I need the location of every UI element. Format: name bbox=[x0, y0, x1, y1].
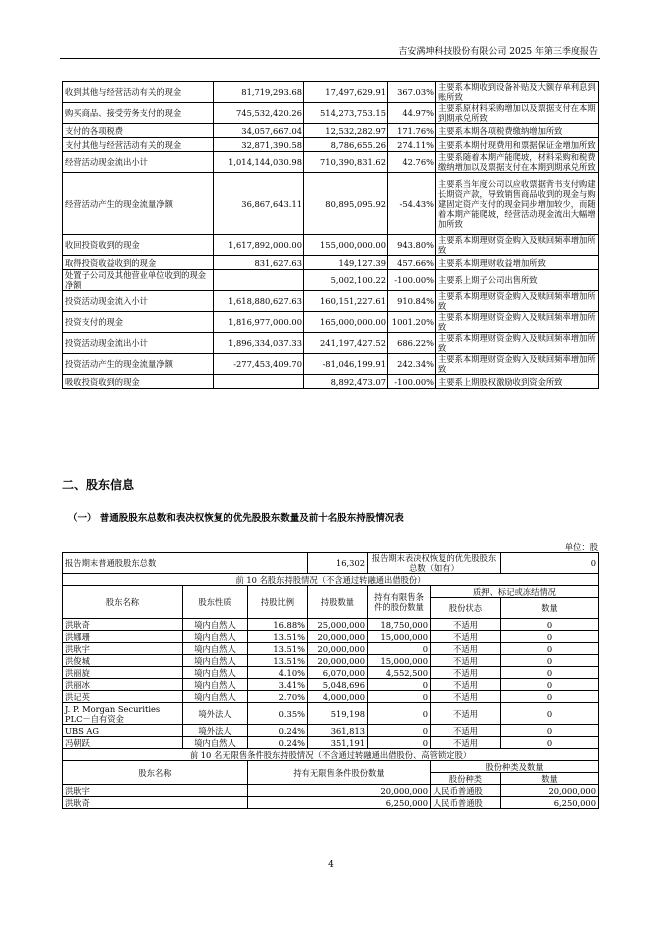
holder-nature: 境内自然人 bbox=[183, 655, 248, 667]
cashflow-row bbox=[63, 333, 599, 354]
ucol-count: 数量 bbox=[501, 773, 599, 785]
cashflow-item: 吸收投资收到的现金 bbox=[63, 375, 214, 389]
cashflow-item: 支付其他与经营活动有关的现金 bbox=[63, 138, 214, 152]
cashflow-current: 1,896,334,037.33 bbox=[214, 333, 304, 354]
holder-nature: 境内自然人 bbox=[183, 643, 248, 655]
cashflow-change: 242.34% bbox=[388, 354, 436, 375]
cashflow-item: 处置子公司及其他营业单位收到的现金净额 bbox=[63, 270, 214, 291]
holder-count: 0 bbox=[501, 667, 599, 679]
cashflow-current bbox=[214, 375, 304, 389]
cashflow-item: 支付的各项税费 bbox=[63, 124, 214, 138]
holder-status: 不适用 bbox=[431, 725, 501, 737]
header-rule bbox=[60, 58, 600, 59]
holder-qty: 20,000,000 bbox=[308, 631, 368, 643]
cashflow-prior: 149,127.39 bbox=[304, 256, 388, 270]
holder-ratio: 0.35% bbox=[248, 703, 308, 725]
cashflow-prior: 5,002,100.22 bbox=[304, 270, 388, 291]
cashflow-prior: 80,895,095.92 bbox=[304, 173, 388, 235]
holder-restricted: 0 bbox=[368, 725, 431, 737]
uholder-count: 20,000,000 bbox=[501, 785, 599, 797]
top10-row bbox=[63, 725, 599, 737]
uholder-qty: 20,000,000 bbox=[248, 785, 431, 797]
cashflow-prior: 165,000,000.00 bbox=[304, 312, 388, 333]
report-header: 吉安满坤科技股份有限公司 2025 年第三季度报告 bbox=[398, 47, 598, 57]
cashflow-item: 购买商品、接受劳务支付的现金 bbox=[63, 103, 214, 124]
holder-count: 0 bbox=[501, 643, 599, 655]
pref-holders-label: 报告期末表决权恢复的优先股股东总数（如有） bbox=[368, 553, 501, 574]
cashflow-note: 主要系本期理财收益增加所致 bbox=[436, 256, 599, 270]
holder-name: 洪娜珊 bbox=[63, 631, 183, 643]
holder-status: 不适用 bbox=[431, 737, 501, 749]
cashflow-current: 1,617,892,000.00 bbox=[214, 235, 304, 256]
cashflow-change: -54.43% bbox=[388, 173, 436, 235]
cashflow-prior: 710,390,831.62 bbox=[304, 152, 388, 173]
holder-restricted: 0 bbox=[368, 691, 431, 703]
cashflow-table bbox=[62, 81, 599, 389]
cashflow-item: 投资活动现金流出小计 bbox=[63, 333, 214, 354]
cashflow-note: 主要系本期收到设备补贴及大额存单利息到账所致 bbox=[436, 82, 599, 103]
holder-ratio: 13.51% bbox=[248, 631, 308, 643]
unrestricted-title-row bbox=[63, 749, 599, 761]
unrestricted-row bbox=[63, 797, 599, 809]
holder-qty: 519,198 bbox=[308, 703, 368, 725]
cashflow-current: 1,618,880,627.63 bbox=[214, 291, 304, 312]
cashflow-prior: 17,497,629.91 bbox=[304, 82, 388, 103]
subsection-title: （一） 普通股股东总数和表决权恢复的优先股股东数量及前十名股东持股情况表 bbox=[68, 513, 404, 524]
unit-label: 单位：股 bbox=[564, 542, 598, 552]
top10-row bbox=[63, 655, 599, 667]
holder-ratio: 3.41% bbox=[248, 679, 308, 691]
holder-nature: 境内自然人 bbox=[183, 691, 248, 703]
cashflow-change: 42.76% bbox=[388, 152, 436, 173]
holder-restricted: 0 bbox=[368, 703, 431, 725]
cashflow-note: 主要系本期付现费用和票据保证金增加所致 bbox=[436, 138, 599, 152]
uholder-name: 洪耿宇 bbox=[63, 785, 248, 797]
holder-ratio: 0.24% bbox=[248, 725, 308, 737]
holder-restricted: 0 bbox=[368, 737, 431, 749]
cashflow-prior: 514,273,753.15 bbox=[304, 103, 388, 124]
cashflow-note: 主要系本期理财资金购入及赎回频率增加所致 bbox=[436, 312, 599, 333]
cashflow-prior: 8,892,473.07 bbox=[304, 375, 388, 389]
unrestricted-header-row bbox=[63, 761, 599, 773]
holder-nature: 境内自然人 bbox=[183, 667, 248, 679]
holder-restricted: 15,000,000 bbox=[368, 655, 431, 667]
holder-name: 洪耿奇 bbox=[63, 619, 183, 631]
holder-qty: 351,191 bbox=[308, 737, 368, 749]
holder-ratio: 13.51% bbox=[248, 655, 308, 667]
holder-name: 洪记英 bbox=[63, 691, 183, 703]
top10-row bbox=[63, 737, 599, 749]
holder-count: 0 bbox=[501, 703, 599, 725]
holder-ratio: 0.24% bbox=[248, 737, 308, 749]
uholder-count: 6,250,000 bbox=[501, 797, 599, 809]
holder-status: 不适用 bbox=[431, 667, 501, 679]
cashflow-row bbox=[63, 312, 599, 333]
cashflow-note: 主要系原材料采购增加以及票据支付在本期到期承兑所致 bbox=[436, 103, 599, 124]
cashflow-note: 主要系本期各项税费缴纳增加所致 bbox=[436, 124, 599, 138]
holder-nature: 境内自然人 bbox=[183, 631, 248, 643]
ucol-qty: 持有无限售条件股份数量 bbox=[248, 761, 431, 785]
cashflow-prior: 160,151,227.61 bbox=[304, 291, 388, 312]
holder-status: 不适用 bbox=[431, 703, 501, 725]
col-name: 股东名称 bbox=[63, 586, 183, 619]
col-restricted: 持有有限售条件的股份数量 bbox=[368, 586, 431, 619]
cashflow-row bbox=[63, 152, 599, 173]
holder-ratio: 13.51% bbox=[248, 643, 308, 655]
top10-row bbox=[63, 679, 599, 691]
col-ratio: 持股比例 bbox=[248, 586, 308, 619]
cashflow-note: 主要系本期理财资金购入及赎回频率增加所致 bbox=[436, 235, 599, 256]
ucol-name: 股东名称 bbox=[63, 761, 248, 785]
cashflow-note: 主要系随着本期产能爬坡，材料采购和税费缴纳增加以及票据支付在本期到期承兑所致 bbox=[436, 152, 599, 173]
holder-restricted: 15,000,000 bbox=[368, 631, 431, 643]
top10-row bbox=[63, 643, 599, 655]
holder-qty: 4,000,000 bbox=[308, 691, 368, 703]
section-title: 二、股东信息 bbox=[62, 478, 135, 492]
cashflow-item: 投资活动现金流入小计 bbox=[63, 291, 214, 312]
cashflow-row bbox=[63, 354, 599, 375]
total-holders-label: 报告期末普通股股东总数 bbox=[63, 553, 308, 574]
holder-name: UBS AG bbox=[63, 725, 183, 737]
cashflow-prior: -81,046,199.91 bbox=[304, 354, 388, 375]
holder-name: 冯朝跃 bbox=[63, 737, 183, 749]
cashflow-row bbox=[63, 256, 599, 270]
holder-qty: 361,813 bbox=[308, 725, 368, 737]
shareholder-table bbox=[62, 552, 599, 809]
cashflow-change: 910.84% bbox=[388, 291, 436, 312]
cashflow-change: 686.22% bbox=[388, 333, 436, 354]
top10-row bbox=[63, 667, 599, 679]
cashflow-row bbox=[63, 235, 599, 256]
cashflow-current: 36,867,643.11 bbox=[214, 173, 304, 235]
uholder-type: 人民币普通股 bbox=[431, 785, 501, 797]
cashflow-current: 34,057,667.04 bbox=[214, 124, 304, 138]
holder-status: 不适用 bbox=[431, 691, 501, 703]
col-qty: 持股数量 bbox=[308, 586, 368, 619]
holder-count: 0 bbox=[501, 631, 599, 643]
top10-row bbox=[63, 631, 599, 643]
cashflow-current: 1,014,144,030.98 bbox=[214, 152, 304, 173]
top10-row bbox=[63, 691, 599, 703]
cashflow-note: 主要系上期股权激励收到资金所致 bbox=[436, 375, 599, 389]
holder-qty: 6,070,000 bbox=[308, 667, 368, 679]
holder-count: 0 bbox=[501, 691, 599, 703]
uholder-qty: 6,250,000 bbox=[248, 797, 431, 809]
cashflow-change: -100.00% bbox=[388, 375, 436, 389]
holder-nature: 境内自然人 bbox=[183, 737, 248, 749]
cashflow-change: 44.97% bbox=[388, 103, 436, 124]
holder-restricted: 4,552,500 bbox=[368, 667, 431, 679]
holder-name: 洪耿宇 bbox=[63, 643, 183, 655]
holder-name: 洪丽冰 bbox=[63, 679, 183, 691]
cashflow-row bbox=[63, 103, 599, 124]
cashflow-item: 收回投资收到的现金 bbox=[63, 235, 214, 256]
cashflow-item: 收到其他与经营活动有关的现金 bbox=[63, 82, 214, 103]
holder-ratio: 16.88% bbox=[248, 619, 308, 631]
cashflow-change: 367.03% bbox=[388, 82, 436, 103]
holder-status: 不适用 bbox=[431, 619, 501, 631]
holder-nature: 境内自然人 bbox=[183, 679, 248, 691]
cashflow-row bbox=[63, 375, 599, 389]
holder-qty: 25,000,000 bbox=[308, 619, 368, 631]
ucol-type: 股份种类 bbox=[431, 773, 501, 785]
holder-qty: 5,048,696 bbox=[308, 679, 368, 691]
cashflow-item: 经营活动产生的现金流量净额 bbox=[63, 173, 214, 235]
cashflow-prior: 241,197,427.52 bbox=[304, 333, 388, 354]
cashflow-note: 主要系本期理财资金购入及赎回频率增加所致 bbox=[436, 354, 599, 375]
ucol-type-group: 股份种类及数量 bbox=[431, 761, 599, 773]
cashflow-current: 831,627.63 bbox=[214, 256, 304, 270]
holder-name: 洪俊城 bbox=[63, 655, 183, 667]
unrestricted-row bbox=[63, 785, 599, 797]
cashflow-current: 81,719,293.68 bbox=[214, 82, 304, 103]
page-number: 4 bbox=[328, 860, 334, 870]
pref-holders-value: 0 bbox=[501, 553, 599, 574]
holder-status: 不适用 bbox=[431, 631, 501, 643]
cashflow-row bbox=[63, 173, 599, 235]
cashflow-change: 943.80% bbox=[388, 235, 436, 256]
holder-restricted: 0 bbox=[368, 643, 431, 655]
cashflow-item: 取得投资收益收到的现金 bbox=[63, 256, 214, 270]
unrestricted-title: 前 10 名无限售条件股东持股情况（不含通过转融通出借股份、高管锁定股） bbox=[63, 749, 599, 761]
cashflow-item: 投资活动产生的现金流量净额 bbox=[63, 354, 214, 375]
holder-status: 不适用 bbox=[431, 643, 501, 655]
cashflow-change: -100.00% bbox=[388, 270, 436, 291]
col-pledge: 质押、标记或冻结情况 bbox=[431, 586, 599, 598]
col-nature: 股东性质 bbox=[183, 586, 248, 619]
cashflow-change: 1001.20% bbox=[388, 312, 436, 333]
cashflow-note: 主要系上期子公司出售所致 bbox=[436, 270, 599, 291]
cashflow-prior: 8,786,655.26 bbox=[304, 138, 388, 152]
holder-status: 不适用 bbox=[431, 655, 501, 667]
holder-name: 洪丽旋 bbox=[63, 667, 183, 679]
top10-row bbox=[63, 619, 599, 631]
cashflow-row bbox=[63, 138, 599, 152]
holder-qty: 20,000,000 bbox=[308, 655, 368, 667]
cashflow-note: 主要系本期理财资金购入及赎回频率增加所致 bbox=[436, 291, 599, 312]
cashflow-current: 32,871,390.58 bbox=[214, 138, 304, 152]
cashflow-current: -277,453,409.70 bbox=[214, 354, 304, 375]
holder-ratio: 2.70% bbox=[248, 691, 308, 703]
holder-restricted: 18,750,000 bbox=[368, 619, 431, 631]
holder-count: 0 bbox=[501, 725, 599, 737]
cashflow-current: 1,816,977,000.00 bbox=[214, 312, 304, 333]
cashflow-prior: 155,000,000.00 bbox=[304, 235, 388, 256]
cashflow-item: 投资支付的现金 bbox=[63, 312, 214, 333]
cashflow-prior: 12,532,282.97 bbox=[304, 124, 388, 138]
cashflow-item: 经营活动现金流出小计 bbox=[63, 152, 214, 173]
cashflow-change: 171.76% bbox=[388, 124, 436, 138]
holder-nature: 境内自然人 bbox=[183, 619, 248, 631]
holder-count: 0 bbox=[501, 737, 599, 749]
cashflow-change: 457.66% bbox=[388, 256, 436, 270]
cashflow-current bbox=[214, 270, 304, 291]
cashflow-change: 274.11% bbox=[388, 138, 436, 152]
top10-row bbox=[63, 703, 599, 725]
holder-nature: 境外法人 bbox=[183, 725, 248, 737]
holder-count: 0 bbox=[501, 619, 599, 631]
total-holders-value: 16,302 bbox=[308, 553, 368, 574]
top10-title: 前 10 名股东持股情况（不含通过转融通出借股份） bbox=[63, 574, 599, 586]
col-count: 数量 bbox=[501, 598, 599, 619]
holder-status: 不适用 bbox=[431, 679, 501, 691]
cashflow-note: 主要系本期理财资金购入及赎回频率增加所致 bbox=[436, 333, 599, 354]
cashflow-note: 主要系当年度公司以应收票据背书支付购建长期资产款，导致销售商品收到的现金与购建固定资产支付的现金同步增加较少，而随着本期产能爬坡，经营活动现金流出大幅增加所致 bbox=[436, 173, 599, 235]
holder-ratio: 4.10% bbox=[248, 667, 308, 679]
cashflow-row bbox=[63, 82, 599, 103]
holder-qty: 20,000,000 bbox=[308, 643, 368, 655]
uholder-name: 洪耿奇 bbox=[63, 797, 248, 809]
holder-restricted: 0 bbox=[368, 679, 431, 691]
holder-name: J. P. Morgan Securities PLC－自有资金 bbox=[63, 703, 183, 725]
holder-count: 0 bbox=[501, 655, 599, 667]
holder-count: 0 bbox=[501, 679, 599, 691]
col-status: 股份状态 bbox=[431, 598, 501, 619]
uholder-type: 人民币普通股 bbox=[431, 797, 501, 809]
holder-nature: 境外法人 bbox=[183, 703, 248, 725]
cashflow-row bbox=[63, 124, 599, 138]
cashflow-row bbox=[63, 270, 599, 291]
cashflow-row bbox=[63, 291, 599, 312]
cashflow-current: 745,532,420.26 bbox=[214, 103, 304, 124]
